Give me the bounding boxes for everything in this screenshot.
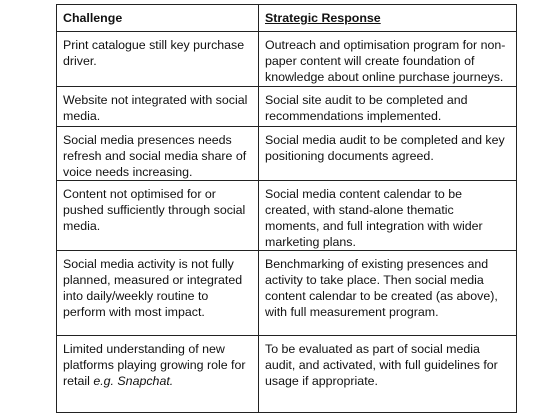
table-row [57, 336, 517, 413]
challenge-cell: Social media activity is not fully planned, measured or integrated into daily/weekly routine to perform with most impact. [57, 251, 259, 336]
response-cell: Social media content calendar to be created, with stand-alone thematic moments, and full integration with wider marketing plans. [259, 181, 517, 251]
response-cell: To be evaluated as part of social media audit, and activated, with full guidelines for usage if appropriate. [259, 336, 517, 413]
header-strategic-response-label: Strategic Response [265, 11, 381, 25]
challenge-cell: Print catalogue still key purchase driver. [57, 32, 259, 87]
challenge-example: e.g. Snapchat. [93, 374, 174, 388]
response-cell: Social media audit to be completed and key positioning documents agreed. [259, 127, 517, 181]
table-row [57, 127, 517, 181]
response-cell: Benchmarking of existing presences and activity to take place. Then social media content calendar to be created (as above), with full measurement program. [259, 251, 517, 336]
challenge-response-table [56, 4, 517, 413]
challenge-cell [57, 336, 259, 413]
table-row [57, 32, 517, 87]
table-row [57, 251, 517, 336]
challenge-cell: Social media presences needs refresh and social media share of voice needs increasing. [57, 127, 259, 181]
table-header-row [57, 5, 517, 32]
header-strategic-response [259, 5, 517, 32]
header-challenge-label: Challenge [63, 11, 123, 25]
table-row [57, 181, 517, 251]
challenge-cell: Website not integrated with social media. [57, 87, 259, 127]
table-row [57, 87, 517, 127]
response-cell: Social site audit to be completed and recommendations implemented. [259, 87, 517, 127]
header-challenge [57, 5, 259, 32]
challenge-cell: Content not optimised for or pushed sufficiently through social media. [57, 181, 259, 251]
response-cell: Outreach and optimisation program for non-paper content will create foundation of knowledge about online purchase journeys. [259, 32, 517, 87]
challenge-text: Limited understanding of new platforms playing growing role for retail [63, 342, 246, 388]
